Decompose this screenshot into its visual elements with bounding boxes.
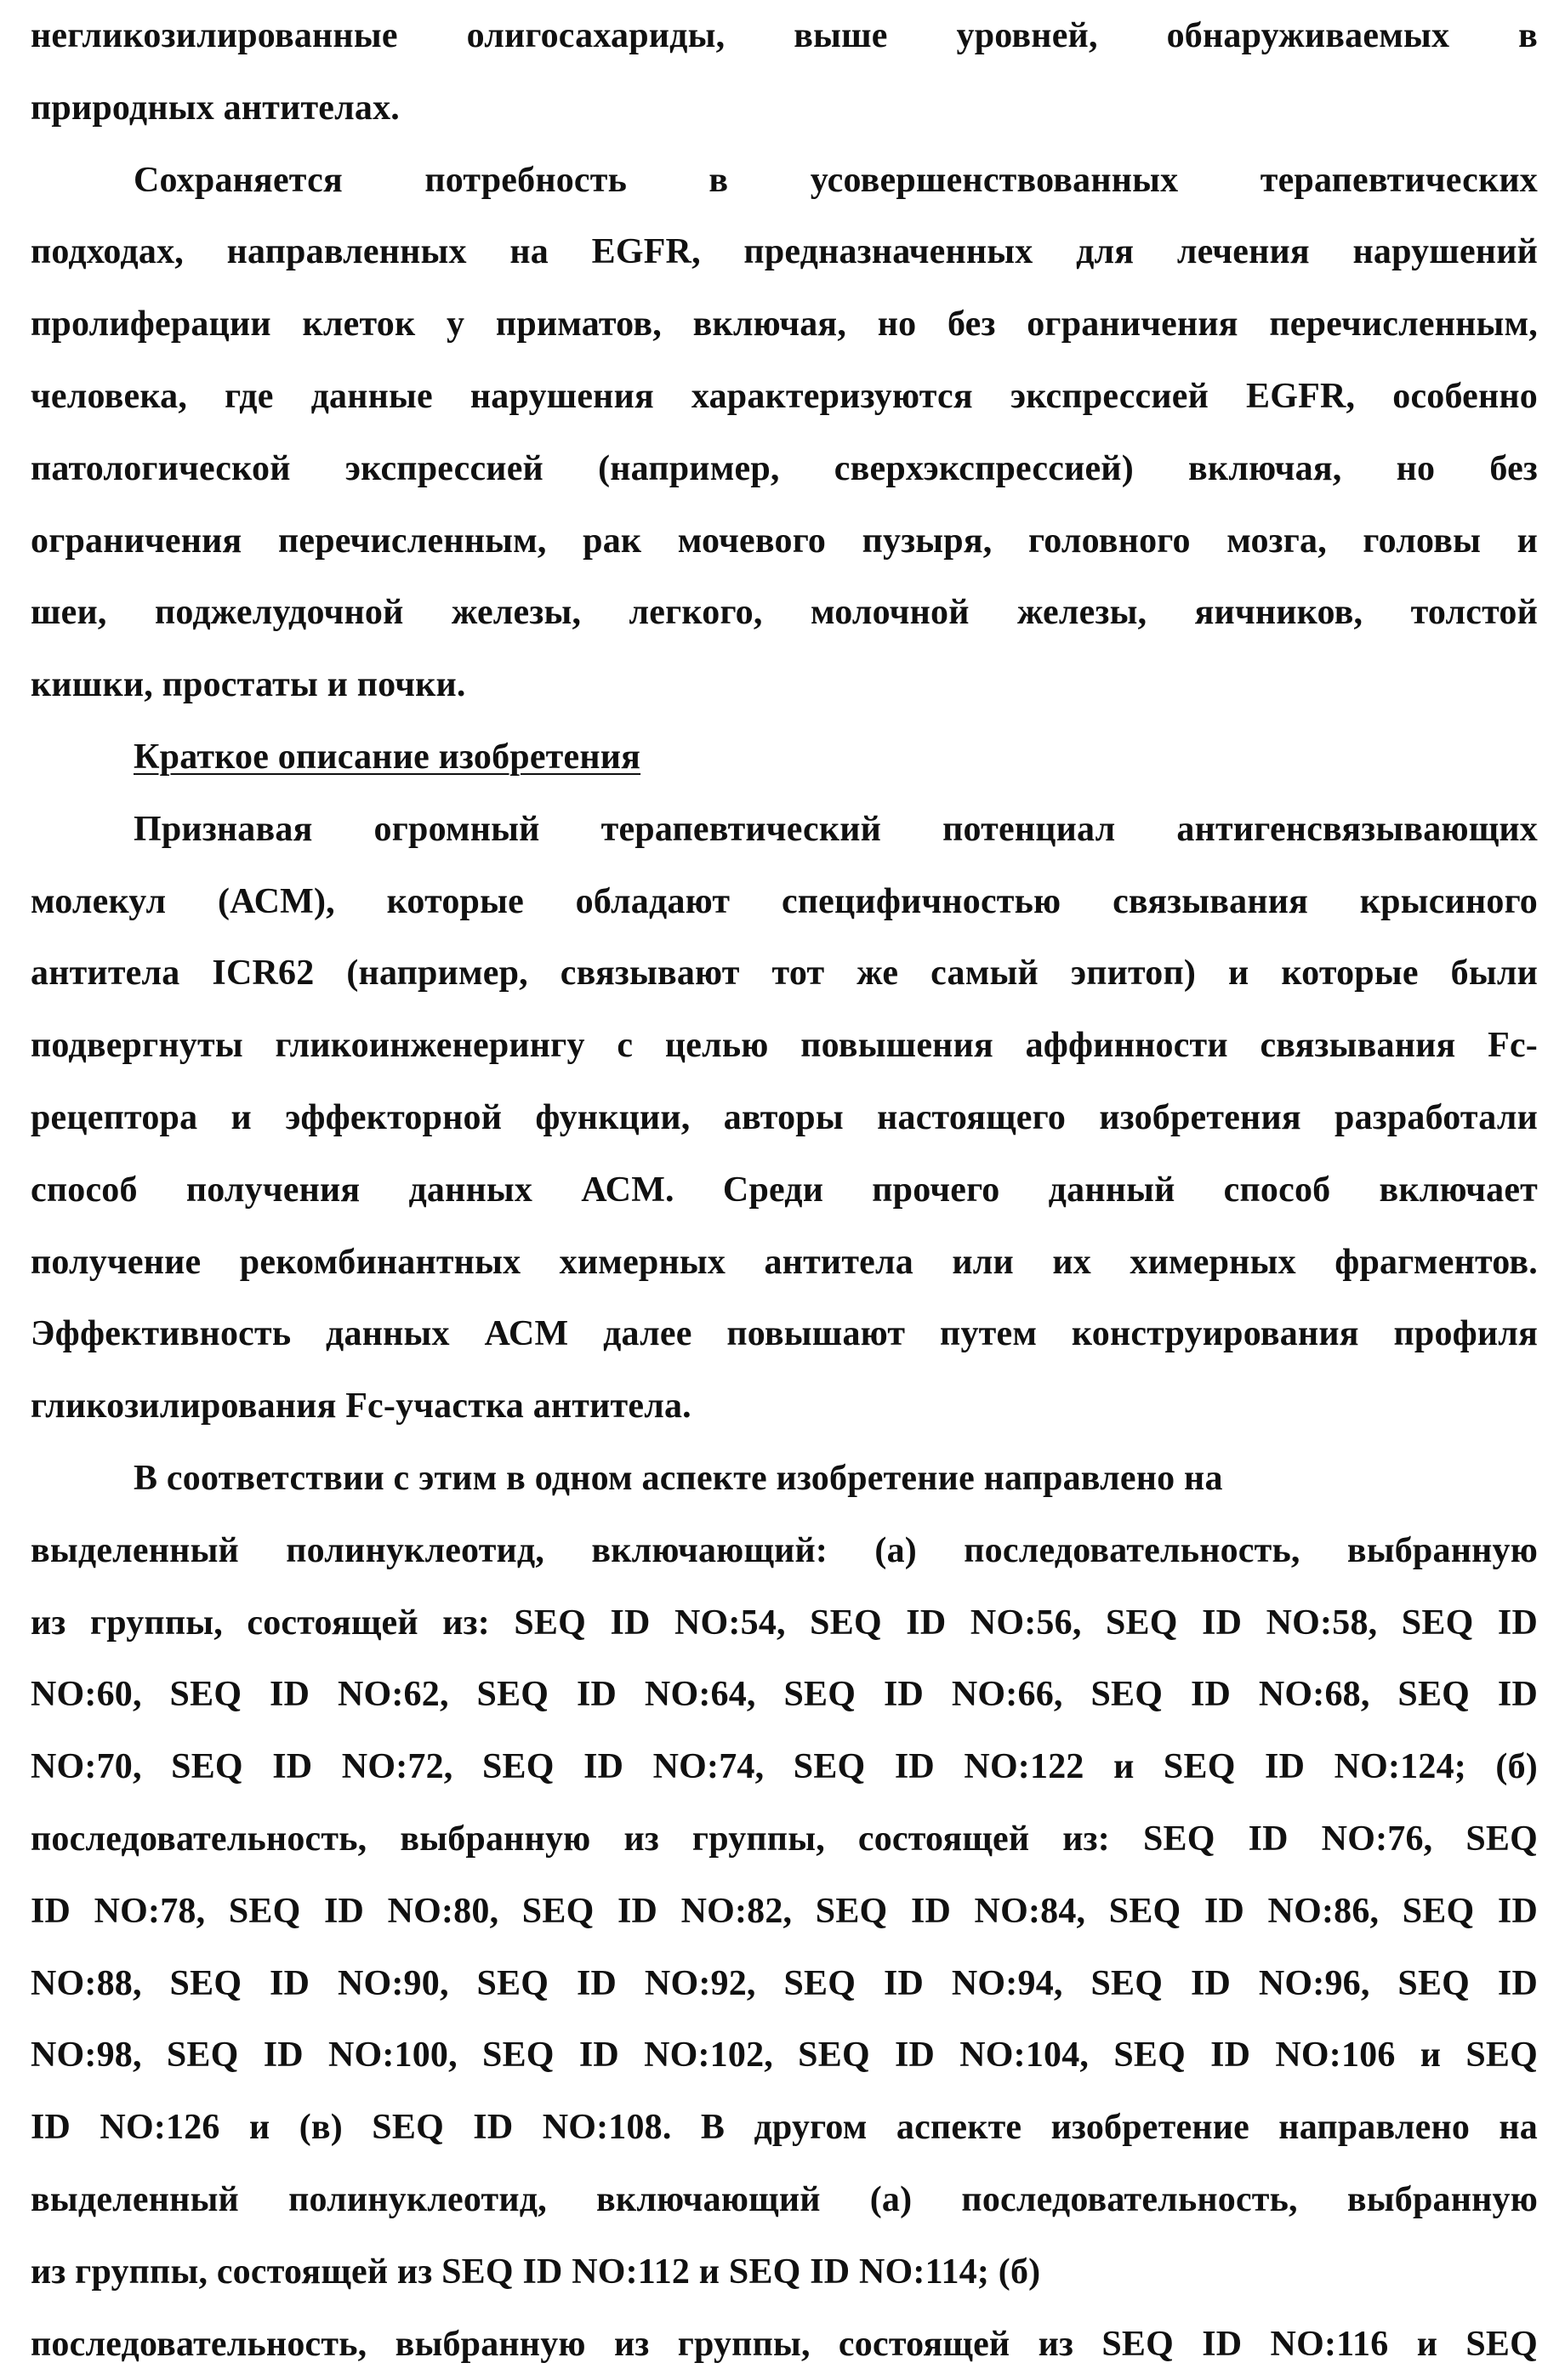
text-line: получение рекомбинантных химерных антитела или их химерных фрагментов. — [31, 1227, 1538, 1299]
text-line: человека, где данные нарушения характеризуются экспрессией EGFR, особенно — [31, 361, 1538, 433]
text-line: последовательность, выбранную из группы, состоящей из SEQ ID NO:116 и SEQ — [31, 2309, 1538, 2380]
paragraph — [31, 794, 1538, 1443]
text-line: Эффективность данных АСМ далее повышают путем конструирования профиля — [31, 1298, 1538, 1370]
text-line: NO:70, SEQ ID NO:72, SEQ ID NO:74, SEQ ID NO:122 и SEQ ID NO:124; (б) — [31, 1731, 1538, 1803]
text-line: патологической экспрессией (например, сверхэкспрессией) включая, но без — [31, 433, 1538, 505]
text-line: ограничения перечисленным, рак мочевого пузыря, головного мозга, головы и — [31, 505, 1538, 578]
text-line: Сохраняется потребность в усовершенствованных терапевтических — [31, 145, 1538, 217]
text-line: NO:60, SEQ ID NO:62, SEQ ID NO:64, SEQ ID NO:66, SEQ ID NO:68, SEQ ID — [31, 1659, 1538, 1731]
section-heading — [31, 721, 1538, 794]
text-line: подвергнуты гликоинженерингу с целью повышения аффинности связывания Fc- — [31, 1010, 1538, 1082]
document-page — [31, 0, 1538, 2380]
text-line: из группы, состоящей из: SEQ ID NO:54, SEQ ID NO:56, SEQ ID NO:58, SEQ ID — [31, 1587, 1538, 1660]
text-line: подходах, направленных на EGFR, предназначенных для лечения нарушений — [31, 216, 1538, 288]
text-line: В соответствии с этим в одном аспекте изобретение направлено на — [31, 1443, 1538, 1515]
text-line: природных антителах. — [31, 72, 1538, 145]
text-line: выделенный полинуклеотид, включающий: (а) последовательность, выбранную — [31, 1515, 1538, 1587]
text-line: из группы, состоящей из SEQ ID NO:112 и SEQ ID NO:114; (б) — [31, 2236, 1538, 2309]
text-line: рецептора и эффекторной функции, авторы настоящего изобретения разработали — [31, 1082, 1538, 1154]
text-line: гликозилирования Fc-участка антитела. — [31, 1370, 1538, 1443]
text-line: выделенный полинуклеотид, включающий (а) последовательность, выбранную — [31, 2164, 1538, 2236]
text-line: NO:88, SEQ ID NO:90, SEQ ID NO:92, SEQ ID NO:94, SEQ ID NO:96, SEQ ID — [31, 1948, 1538, 2020]
text-line: пролиферации клеток у приматов, включая, но без ограничения перечисленным, — [31, 288, 1538, 361]
text-line: Признавая огромный терапевтический потенциал антигенсвязывающих — [31, 794, 1538, 866]
paragraph — [31, 1443, 1538, 2380]
text-line: негликозилированные олигосахариды, выше уровней, обнаруживаемых в — [31, 0, 1538, 72]
paragraph — [31, 145, 1538, 721]
text-line: NO:98, SEQ ID NO:100, SEQ ID NO:102, SEQ ID NO:104, SEQ ID NO:106 и SEQ — [31, 2019, 1538, 2092]
heading-text: Краткое описание изобретения — [134, 737, 640, 777]
text-line — [31, 721, 1538, 794]
text-line: кишки, простаты и почки. — [31, 649, 1538, 721]
text-line: способ получения данных АСМ. Среди прочего данный способ включает — [31, 1154, 1538, 1227]
text-line: ID NO:126 и (в) SEQ ID NO:108. В другом аспекте изобретение направлено на — [31, 2092, 1538, 2164]
text-line: антитела ICR62 (например, связывают тот же самый эпитоп) и которые были — [31, 937, 1538, 1010]
paragraph — [31, 0, 1538, 145]
text-line: молекул (АСМ), которые обладают специфичностью связывания крысиного — [31, 866, 1538, 938]
text-line: ID NO:78, SEQ ID NO:80, SEQ ID NO:82, SEQ ID NO:84, SEQ ID NO:86, SEQ ID — [31, 1876, 1538, 1948]
text-line: последовательность, выбранную из группы, состоящей из: SEQ ID NO:76, SEQ — [31, 1803, 1538, 1876]
text-line: шеи, поджелудочной железы, легкого, молочной железы, яичников, толстой — [31, 577, 1538, 649]
